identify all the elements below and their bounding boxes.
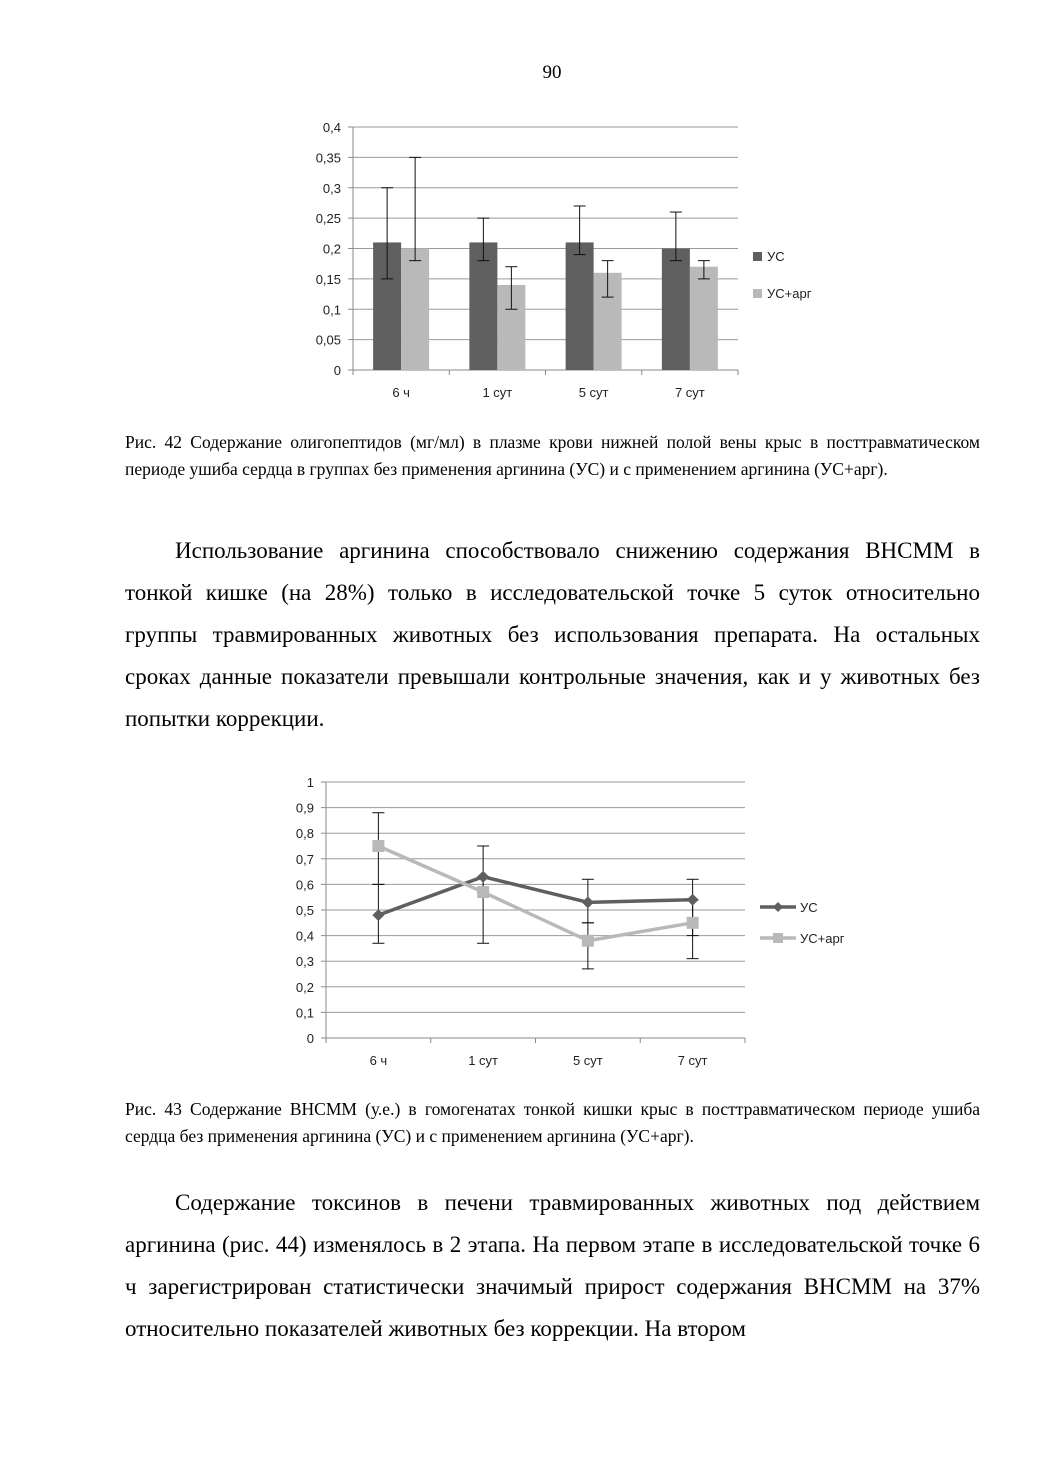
fig43-y-tick-label: 0,4 — [295, 928, 314, 944]
fig43-point — [372, 840, 384, 852]
page-number: 90 — [542, 62, 562, 83]
fig43-point — [477, 886, 489, 898]
fig43-y-tick-label: 1 — [306, 775, 314, 790]
fig42-x-tick-label: 5 сут — [578, 385, 609, 400]
fig43-legend-label: УС+арг — [800, 931, 845, 946]
fig42-y-tick-label: 0,1 — [322, 302, 341, 318]
fig43-point — [582, 935, 594, 947]
fig43-y-tick-label: 0,8 — [295, 826, 314, 842]
figure-42-caption: Рис. 42 Содержание олигопептидов (мг/мл) в плазме крови нижней полой вены крыс в посттравматическом периоде ушиба сердца в группах без применения аргинина (УС) и с применением аргинина (УС+арг). — [125, 432, 980, 479]
fig43-point — [687, 894, 699, 906]
fig43-legend-label: УС — [800, 900, 818, 915]
fig43-point — [372, 909, 384, 921]
fig42-bar — [662, 249, 690, 371]
fig42-bar — [401, 249, 429, 371]
fig42-y-tick-label: 0,2 — [322, 241, 341, 257]
fig43-y-tick-label: 0,7 — [295, 851, 314, 867]
fig43-x-tick-label: 1 сут — [468, 1053, 499, 1068]
fig43-point — [477, 871, 489, 883]
fig42-x-tick-label: 7 сут — [674, 385, 705, 400]
fig43-point — [582, 896, 594, 908]
fig42-y-tick-label: 0,15 — [315, 271, 341, 287]
fig43-legend-marker — [773, 933, 783, 943]
fig43-y-tick-label: 0 — [306, 1031, 314, 1046]
figure-43-line-chart — [0, 760, 1040, 1080]
fig42-y-tick-label: 0 — [333, 363, 341, 378]
figure-43-caption: Рис. 43 Содержание ВНСММ (у.е.) в гомогенатах тонкой кишки крыс в посттравматическом периоде ушиба сердца без применения аргинина (УС) и с применением аргинина (УС+арг). — [125, 1099, 980, 1146]
fig42-y-tick-label: 0,3 — [322, 180, 341, 196]
fig42-legend-swatch — [753, 252, 762, 261]
body-paragraph-1: Использование аргинина способствовало снижению содержания ВНСММ в тонкой кишке (на 28%) только в исследовательской точке 5 суток относительно группы травмированных животных без использования препарата. На остальных сроках данные показатели превышали контрольные значения, как и у животных без попытки коррекции. — [125, 538, 980, 731]
fig43-y-tick-label: 0,3 — [295, 954, 314, 970]
fig43-x-tick-label: 6 ч — [369, 1053, 388, 1068]
fig43-x-tick-label: 5 сут — [572, 1053, 603, 1068]
fig42-bar — [566, 242, 594, 370]
fig42-x-tick-label: 6 ч — [392, 385, 410, 400]
fig43-y-tick-label: 0,1 — [295, 1005, 314, 1021]
fig43-y-tick-label: 0,2 — [295, 979, 314, 995]
fig43-y-tick-label: 0,9 — [295, 800, 314, 816]
fig43-y-tick-label: 0,5 — [295, 903, 314, 918]
fig43-series-line — [378, 846, 692, 941]
fig43-series-line — [378, 877, 692, 915]
figure-42-bar-chart — [0, 0, 1040, 420]
fig42-bar — [469, 242, 497, 370]
fig43-y-tick-label: 0,6 — [295, 877, 314, 893]
fig42-legend-swatch — [753, 289, 762, 298]
fig43-point — [687, 917, 699, 929]
body-paragraph-2: Содержание токсинов в печени травмированных животных под действием аргинина (рис. 44) изменялось в 2 этапа. На первом этапе в исследовательской точке 6 ч зарегистрирован статистически значимый прирост содержания ВНСММ на 37% относительно показателей животных без коррекции. На втором — [125, 1190, 980, 1341]
fig42-y-tick-label: 0,4 — [322, 120, 341, 135]
fig42-x-tick-label: 1 сут — [482, 385, 513, 400]
fig42-y-tick-label: 0,25 — [315, 211, 341, 227]
fig42-legend-label: УС+арг — [767, 286, 812, 301]
fig43-legend-marker — [773, 902, 783, 912]
fig43-x-tick-label: 7 сут — [677, 1053, 708, 1068]
fig42-y-tick-label: 0,35 — [315, 150, 341, 166]
fig42-bar — [690, 267, 718, 370]
fig42-y-tick-label: 0,05 — [315, 332, 341, 348]
fig42-legend-label: УС — [767, 249, 785, 264]
